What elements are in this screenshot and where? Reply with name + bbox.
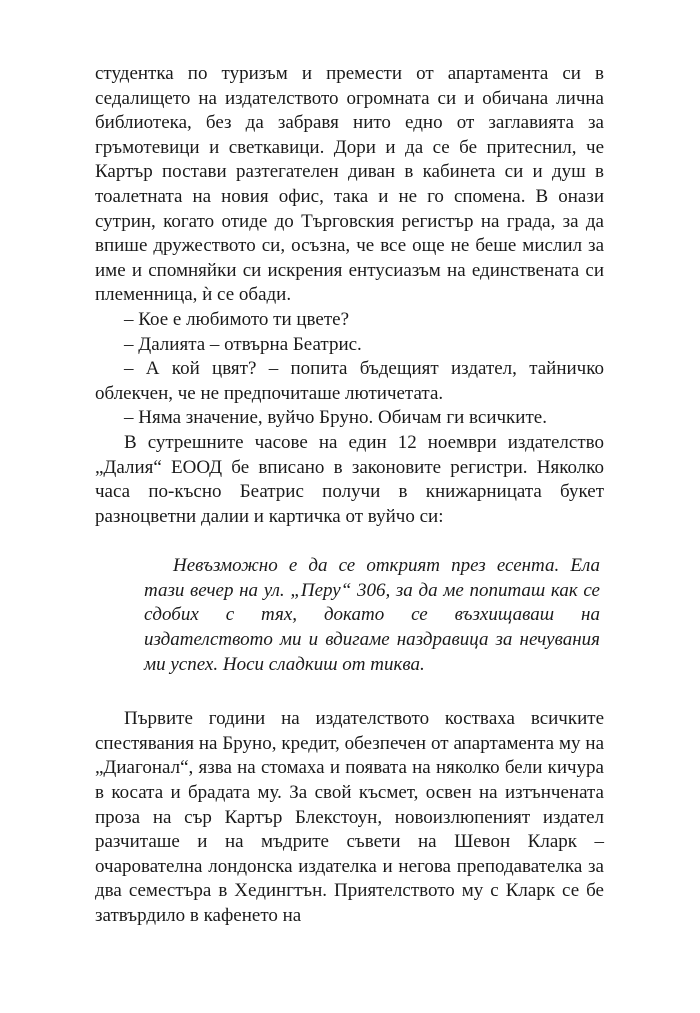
- dialogue-line-color: – А кой цвят? – попита бъдещият издател, тайничко облекчен, че не предпочиташе лютичетата.: [95, 358, 604, 404]
- dialogue-line-reply: – Няма значение, вуйчо Бруно. Обичам ги всичките.: [124, 407, 547, 429]
- paragraph-registration: В сутрешните часове на един 12 ноември издателство „Далия“ ЕООД бе вписано в законовите регистри. Няколко часа по-късно Беатрис получи в книжарницата букет разноцветни далии и картичка от вуйчо си:: [95, 431, 604, 527]
- paragraph-opening: студентка по туризъм и премести от апартамента си в седалището на издателството огромната си и обичана лична библиотека, без да забравя нито едно от заглавията за гръмотевици и светкавици. Дори и да се бе притеснил, че Картър постави разтегателен диван в кабинета си и душ в тоалетната на новия офис, така и не го спомена. В онази сутрин, когато отиде до Търговския регистър на града, за да впише дружеството си, осъзна, че все още не беше мислил за име и спомняйки си искрения ентусиазъм на единствената си племенница, ѝ се обади.: [95, 63, 604, 306]
- paragraph-closing: Първите години на издателството коствaха всичките спестявания на Бруно, кредит, обезпечен от апартамента му на „Диагонал“, язва на стомаха и появата на няколко бели кичура в косата и брадата му. За свой късмет, освен на изтънчената проза на сър Картър Блекстоун, новоизлюпеният издател разчиташе и на мъдрите съвети на Шевон Кларк – очарователна лондонска издателка и негова преподавателка за два семестъра в Хедингтън. Приятелството му с Кларк се бе затвърдило в кафенето на: [95, 708, 604, 926]
- book-page: [95, 62, 604, 929]
- card-quote: Невъзможно е да се открият през есента. Ела тази вечер на ул. „Перу“ 306, за да ме попиташ как се сдобих с тях, докато се възхищаваш на издателството ми и вдигаме наздравица за нечувания ми успех. Носи сладкиш от тиква.: [144, 555, 600, 675]
- dialogue-line-answer: – Далията – отвърна Беатрис.: [124, 333, 362, 355]
- dialogue-line-question: – Кое е любимото ти цвете?: [124, 308, 350, 330]
